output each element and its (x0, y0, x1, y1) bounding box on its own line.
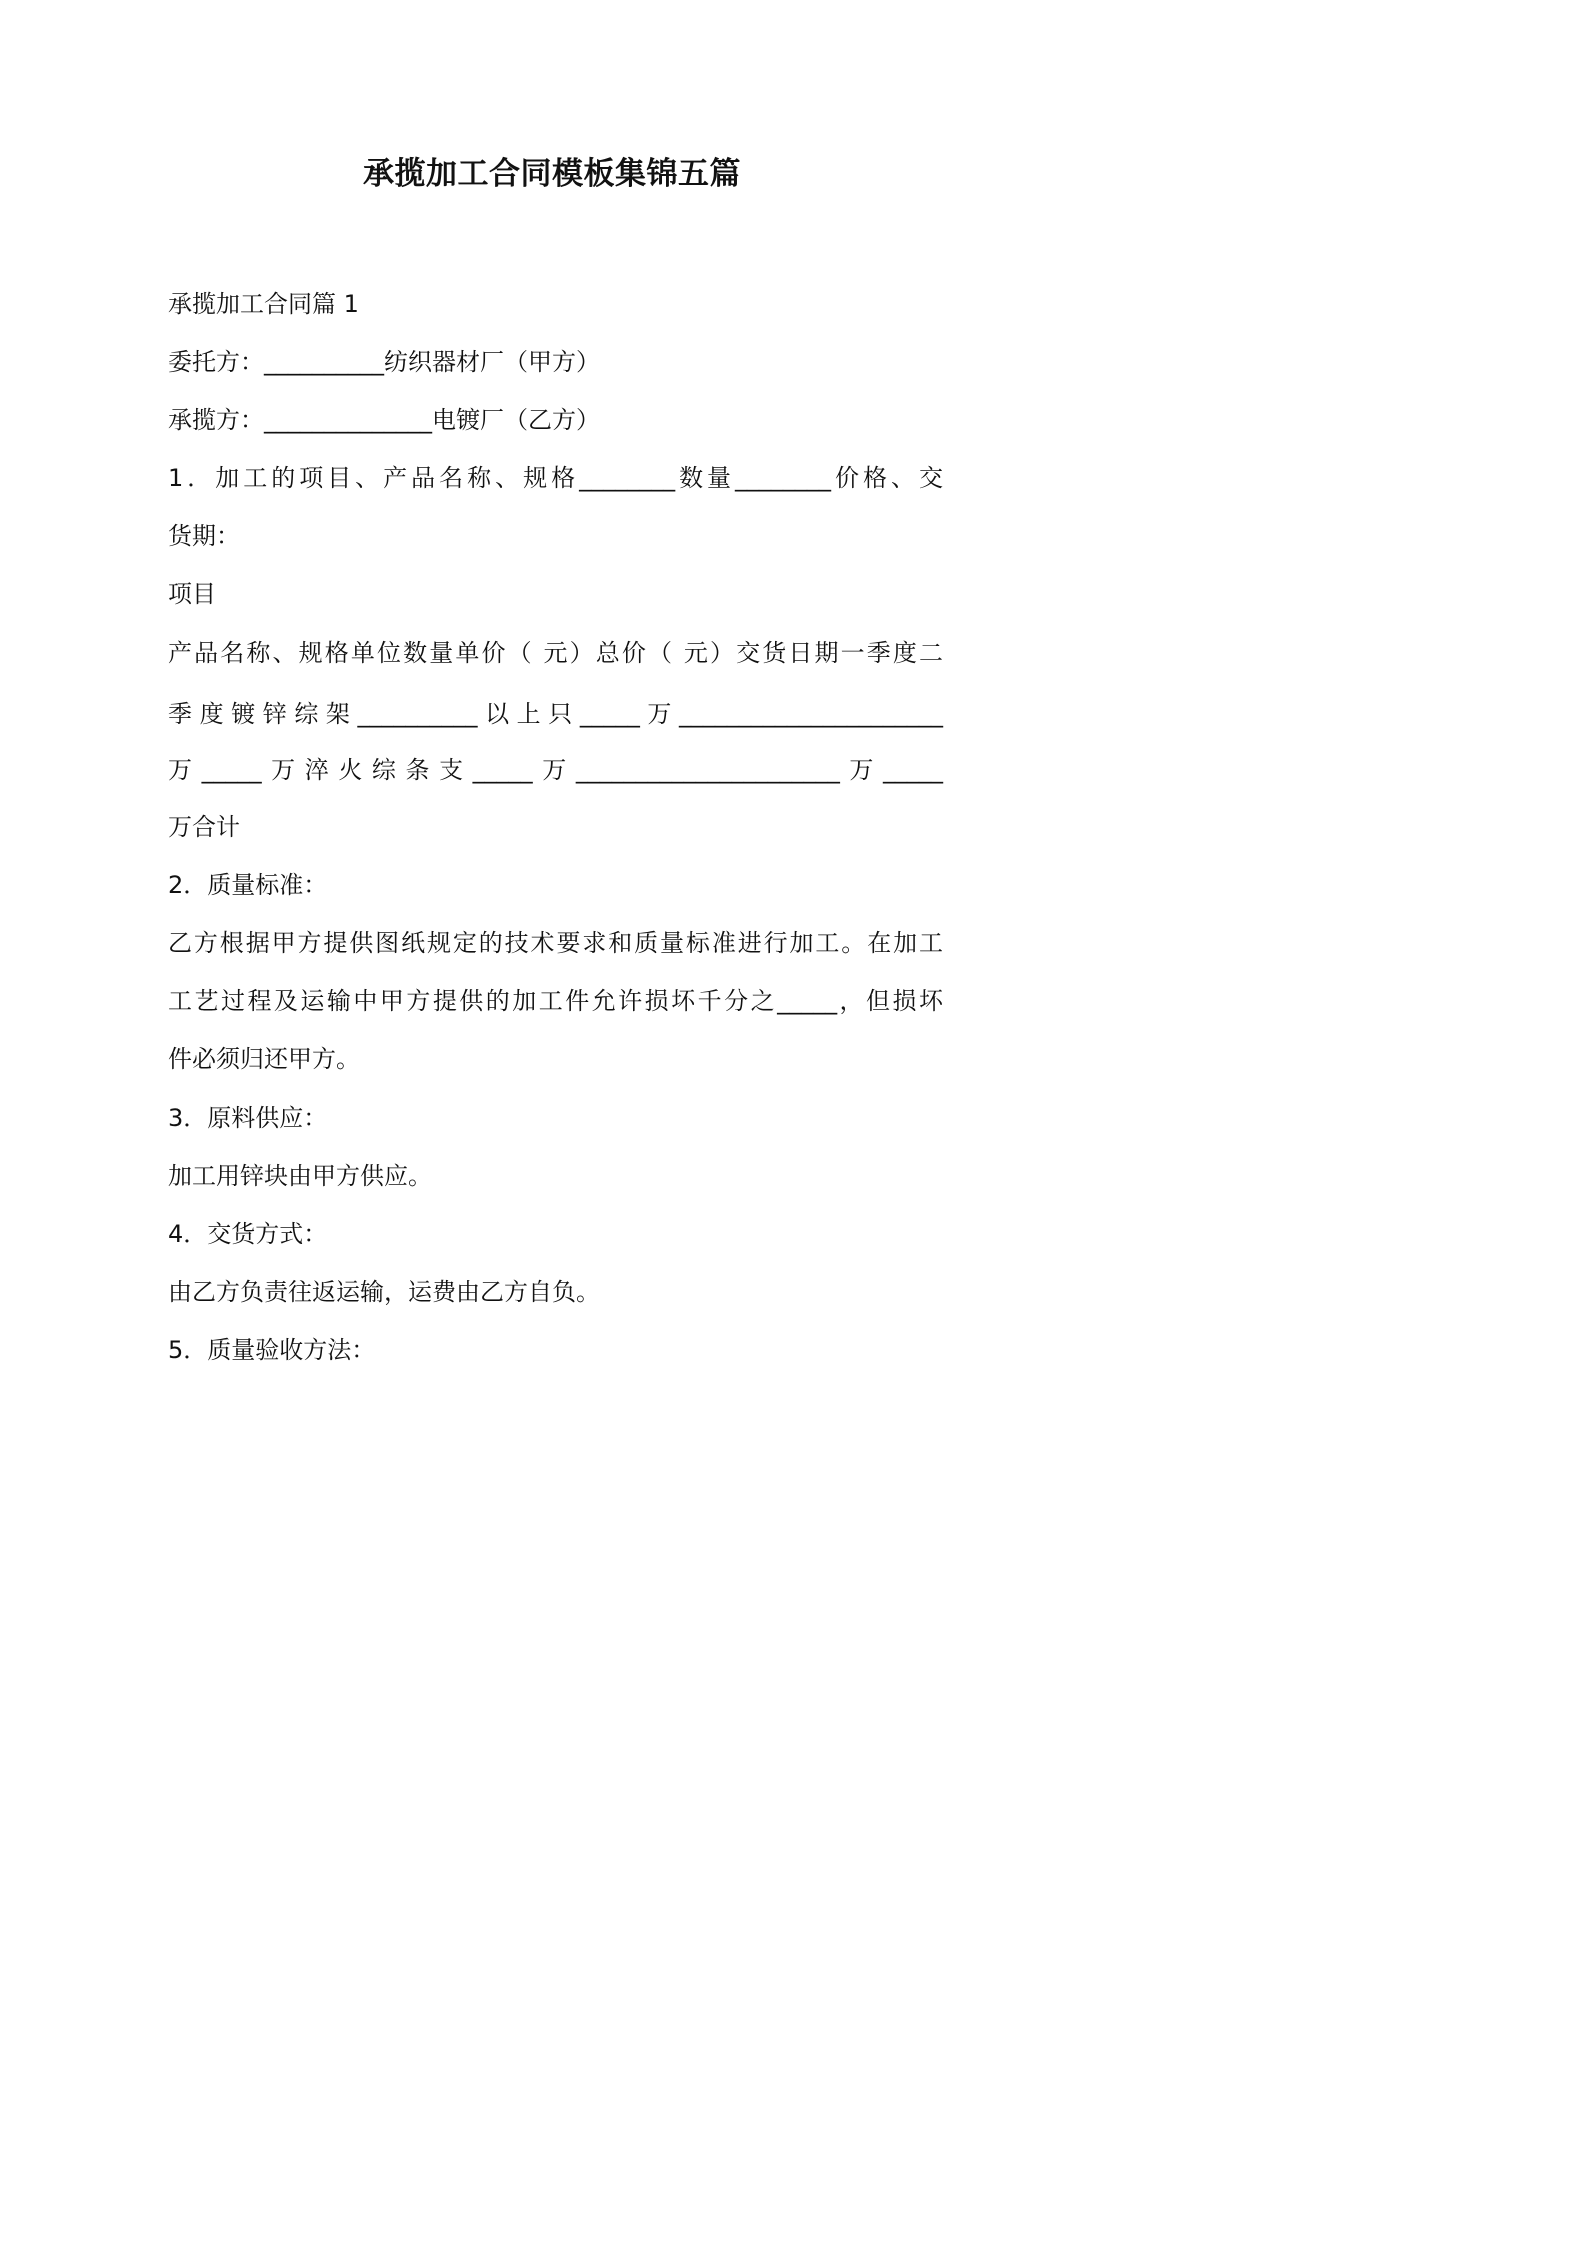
clause-1-line-1: 1．加工的项目、产品名称、规格________数量________价格、交 (168, 464, 943, 492)
clause-3-body: 加工用锌块由甲方供应。 (168, 1162, 432, 1190)
clause-2-body-line-1: 乙方根据甲方提供图纸规定的技术要求和质量标准进行加工。在加工 (168, 929, 943, 957)
section-heading-1: 承揽加工合同篇 1 (168, 290, 359, 318)
document-title: 承揽加工合同模板集锦五篇 (363, 156, 741, 192)
table-header-line: 产品名称、规格单位数量单价（ 元）总价（ 元）交货日期一季度二 (168, 639, 943, 667)
clause-2-body-line-3: 件必须归还甲方。 (168, 1045, 360, 1073)
clause-4-heading: 4．交货方式： (168, 1220, 328, 1248)
table-row-line-1: 季度镀锌综架__________以上只_____万______________________ (168, 700, 943, 728)
table-total-line: 万合计 (168, 813, 240, 841)
clause-1-line-2: 货期： (168, 522, 240, 550)
table-row-line-2: 万_____万淬火综条支_____万______________________万_____ (168, 756, 943, 784)
clause-4-body: 由乙方负责往返运输，运费由乙方自负。 (168, 1278, 600, 1306)
clause-2-body-line-2: 工艺过程及运输中甲方提供的加工件允许损坏千分之_____，但损坏 (168, 987, 943, 1015)
clause-3-heading: 3．原料供应： (168, 1104, 328, 1132)
contractor-party-line: 承揽方：______________电镀厂（乙方） (168, 406, 600, 434)
client-party-line: 委托方：__________纺织器材厂（甲方） (168, 348, 600, 376)
clause-2-heading: 2．质量标准： (168, 871, 328, 899)
item-label: 项目 (168, 580, 216, 608)
clause-5-heading: 5．质量验收方法： (168, 1336, 376, 1364)
